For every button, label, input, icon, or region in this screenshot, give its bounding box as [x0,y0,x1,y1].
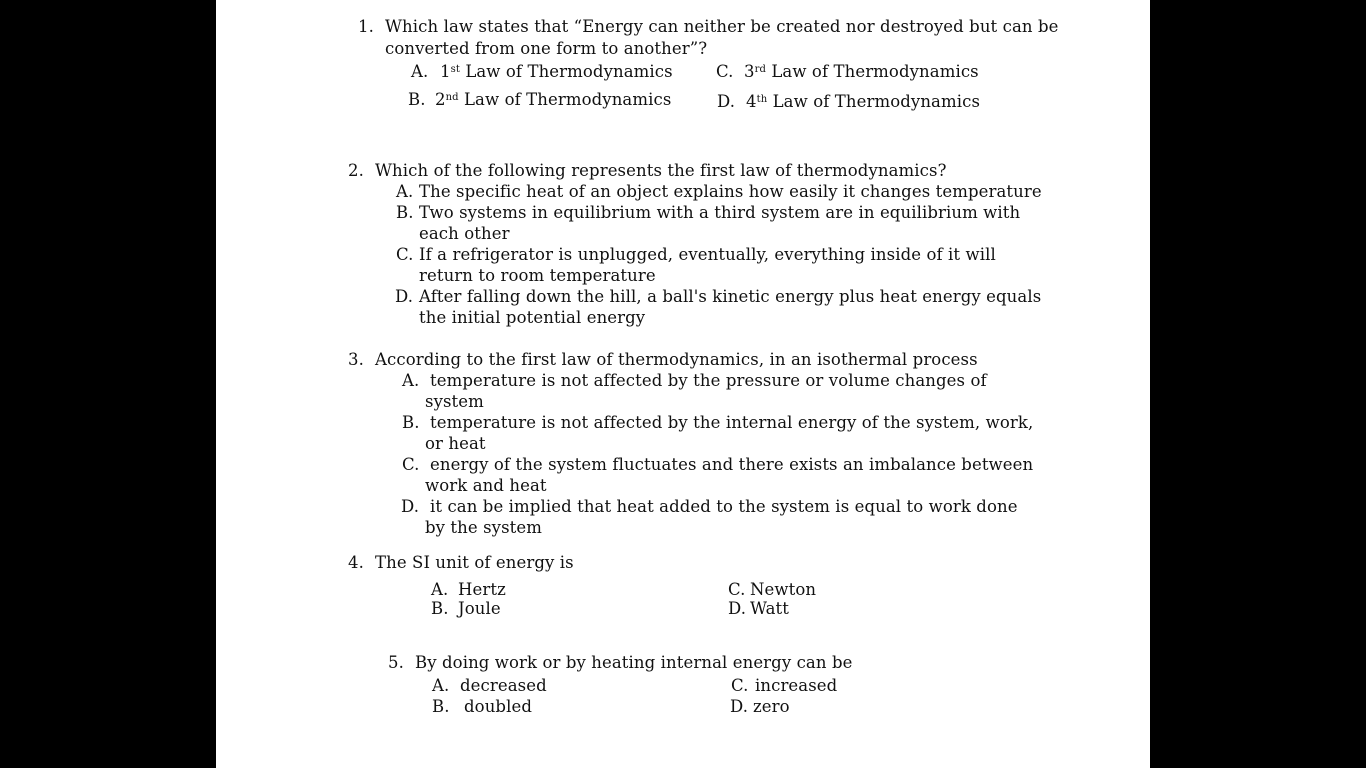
question-text: By doing work or by heating internal energy can be [415,653,853,672]
option-text: Hertz [458,580,506,599]
option-letter: A. [402,371,420,390]
option-letter: A. [431,580,449,599]
question-number: 4. [348,553,364,572]
option-text: the initial potential energy [419,308,646,327]
option-letter: D. [717,92,736,111]
question-text: The SI unit of energy is [375,553,574,572]
option-text: increased [755,676,838,695]
option-text: If a refrigerator is unplugged, eventually, everything inside of it will [419,245,996,264]
option-text: by the system [425,518,542,537]
option-text: each other [419,224,510,243]
option-text: doubled [464,697,532,716]
option-letter: D. [730,697,749,716]
question-number: 3. [348,350,364,369]
option-text: system [425,392,484,411]
question-number: 1. [358,17,374,36]
question-text: Which law states that “Energy can neither be created nor destroyed but can be [385,17,1059,36]
option-text: temperature is not affected by the internal energy of the system, work, [430,413,1034,432]
option-letter: B. [431,599,449,618]
option-text: it can be implied that heat added to the system is equal to work done [430,497,1018,516]
option-text: 4th Law of Thermodynamics [746,92,981,111]
option-text: The specific heat of an object explains how easily it changes temperature [419,182,1042,201]
question-text: According to the first law of thermodynamics, in an isothermal process [375,350,978,369]
option-text: energy of the system fluctuates and there exists an imbalance between [430,455,1034,474]
option-text: or heat [425,434,486,453]
option-text: 1st Law of Thermodynamics [440,62,673,81]
option-letter: D. [728,599,747,618]
question-text: Which of the following represents the first law of thermodynamics? [375,161,947,180]
option-text: Newton [750,580,817,599]
option-text: Two systems in equilibrium with a third system are in equilibrium with [419,203,1021,222]
option-text: Joule [458,599,501,618]
option-letter: A. [396,182,414,201]
option-letter: C. [731,676,749,695]
option-letter: B. [408,90,426,109]
option-letter: C. [396,245,414,264]
option-text: zero [753,697,790,716]
option-letter: D. [395,287,414,306]
option-letter: C. [716,62,734,81]
question-number: 5. [388,653,404,672]
option-letter: B. [402,413,420,432]
option-letter: B. [396,203,414,222]
option-text: After falling down the hill, a ball's kinetic energy plus heat energy equals [419,287,1042,306]
option-letter: A. [411,62,429,81]
option-letter: A. [432,676,450,695]
option-letter: D. [401,497,420,516]
option-letter: C. [728,580,746,599]
option-text: work and heat [425,476,547,495]
option-letter: C. [402,455,420,474]
option-text: temperature is not affected by the pressure or volume changes of [430,371,987,390]
worksheet-page [216,0,1150,768]
option-text: 2nd Law of Thermodynamics [435,90,672,109]
question-number: 2. [348,161,364,180]
option-text: return to room temperature [419,266,656,285]
option-text: decreased [460,676,547,695]
option-text: 3rd Law of Thermodynamics [744,62,979,81]
question-text: converted from one form to another”? [385,39,708,58]
option-letter: B. [432,697,450,716]
option-text: Watt [750,599,790,618]
